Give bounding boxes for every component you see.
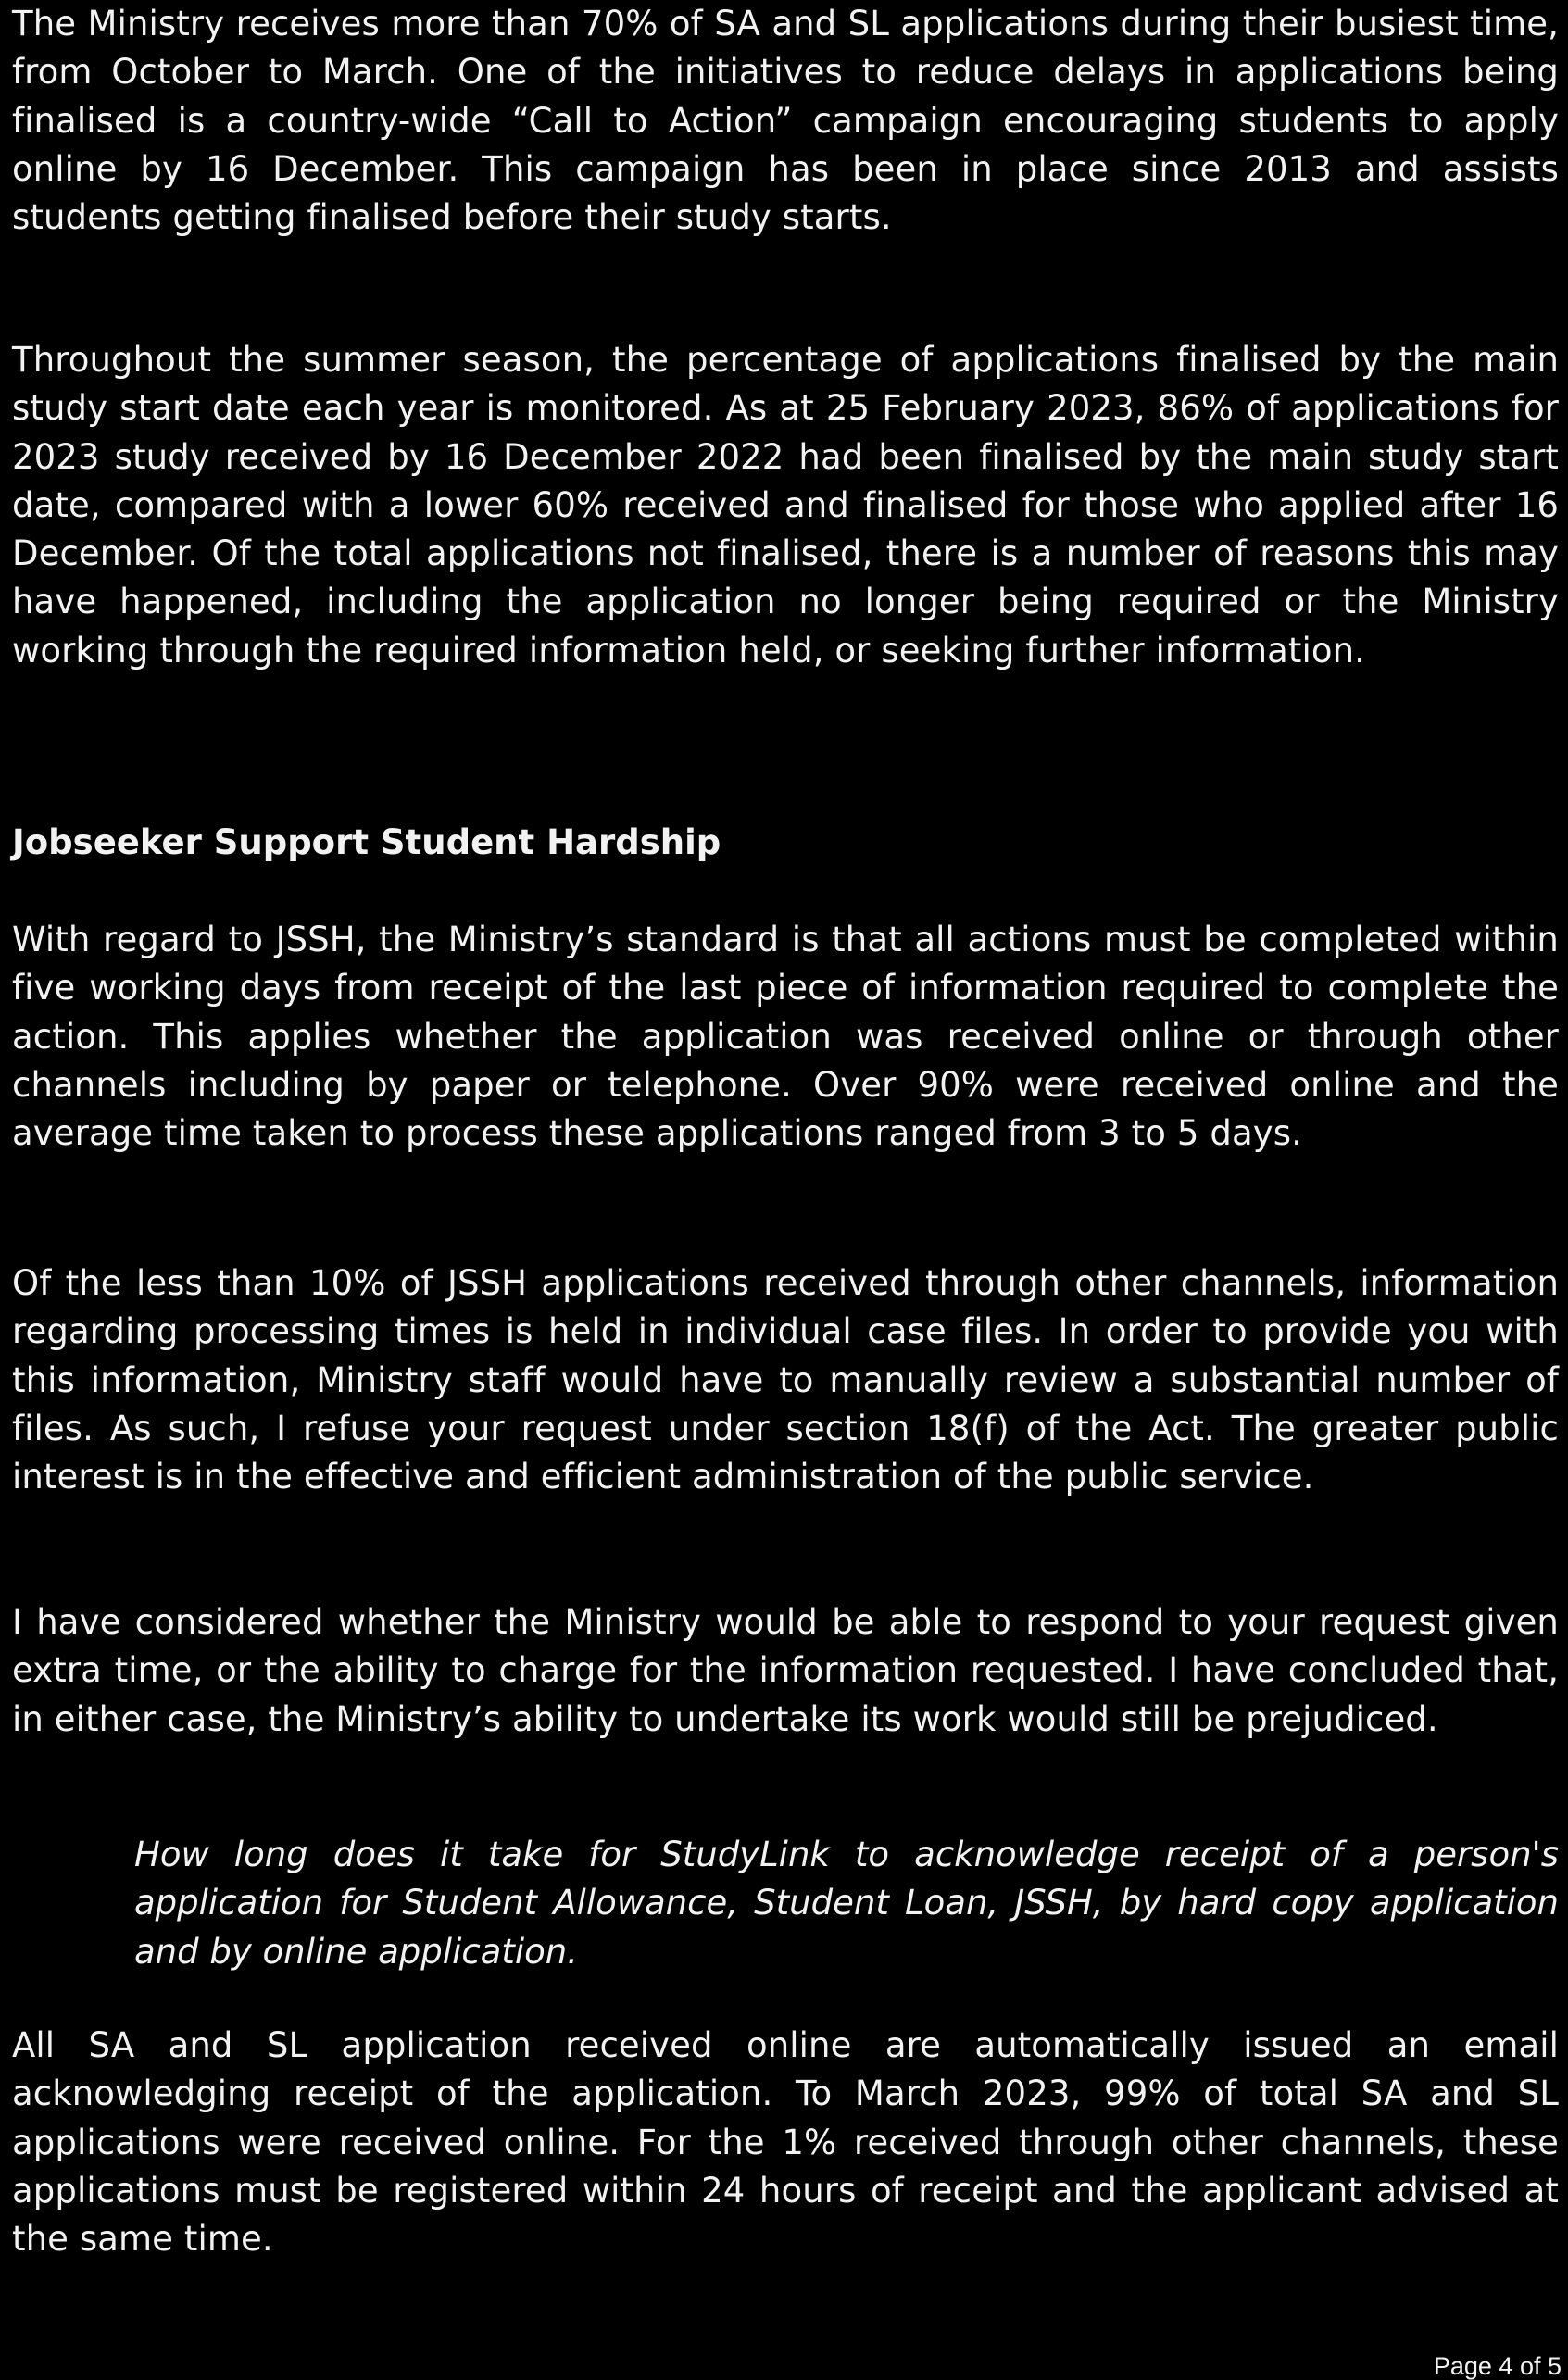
paragraph-jssh-refusal: Of the less than 10% of JSSH applications received through other channels, information regarding processing times is held in individual case files. In order to provide you with this information, Ministry staff would have to manually review a substantial number of files. As such, I refuse your request under section 18(f) of the Act. The greater public interest is in the effective and efficient administration of the public service. bbox=[12, 1263, 1559, 1497]
paragraph-finalisation-monitoring: Throughout the summer season, the percentage of applications finalised by the main study start date each year is monitored. As at 25 February 2023, 86% of applications for 2023 study received by 16 December 2022 had been finalised by the main study start date, compared with a lower 60% received and finalised for those who applied after 16 December. Of the total applications not finalised, there is a number of reasons this may have happened, including the application no longer being required or the Ministry working through the required information held, or seeking further information. bbox=[12, 340, 1559, 670]
paragraph-extra-time-consideration: I have considered whether the Ministry would be able to respond to your request given extra time, or the ability to charge for the information requested. I have concluded that, in either case, the Ministry’s ability to undertake its work would still be prejudiced. bbox=[12, 1602, 1559, 1739]
paragraph-peak-period: The Ministry receives more than 70% of SA and SL applications during their busiest time, from October to March. One of the initiatives to reduce delays in applications being finalised is a country-wide “Call to Action” campaign encouraging students to apply online by 16 December. This campaign has been in place since 2013 and assists students getting finalised before their study starts. bbox=[12, 4, 1559, 238]
paragraph-jssh-standard: With regard to JSSH, the Ministry’s standard is that all actions must be completed within five working days from receipt of the last piece of information required to complete the action. This applies whether the application was received online or through other channels including by paper or telephone. Over 90% were received online and the average time taken to process these applications ranged from 3 to 5 days. bbox=[12, 920, 1559, 1154]
section-heading-jssh: Jobseeker Support Student Hardship bbox=[12, 822, 721, 862]
paragraph-acknowledgement: All SA and SL application received online are automatically issued an email acknowledging receipt of the application. To March 2023, 99% of total SA and SL applications were received online. For the 1% received through other channels, these applications must be registered within 24 hours of receipt and the applicant advised at the same time. bbox=[12, 2025, 1559, 2260]
page-number: Page 4 of 5 bbox=[1433, 2352, 1562, 2380]
quoted-request-question: How long does it take for StudyLink to acknowledge receipt of a person's application for Student Allowance, Student Loan, JSSH, by hard copy application and by online application. bbox=[134, 1835, 1559, 1972]
